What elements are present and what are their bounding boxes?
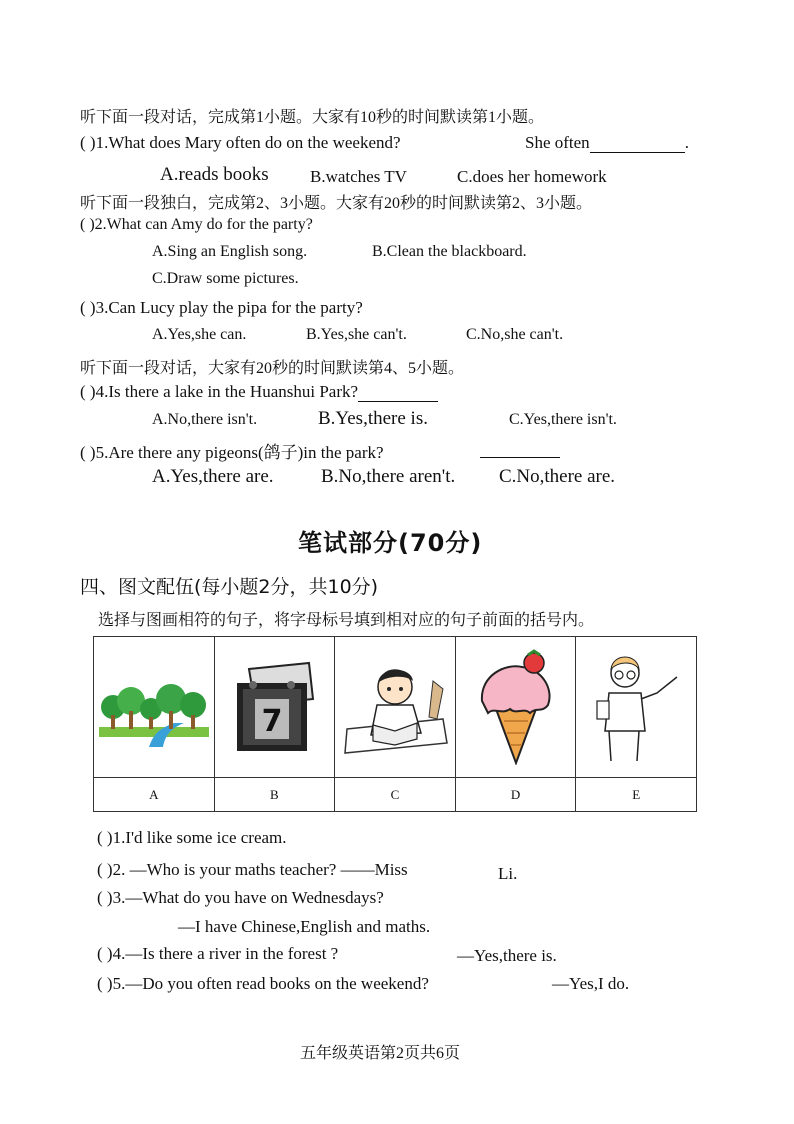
item-text: 4.—Is there a river in the forest ? [112, 944, 339, 963]
q2-option-b: B.Clean the blackboard. [372, 243, 527, 260]
q1-option-c: C.does her homework [457, 167, 607, 186]
q5-option-b: B.No,there aren't. [321, 466, 456, 487]
picture-label-a: A [94, 778, 215, 812]
question-4 [80, 382, 438, 402]
calendar-icon [215, 659, 335, 755]
question-5 [80, 438, 384, 463]
teacher-icon [576, 649, 696, 765]
question-1-tail [525, 133, 689, 153]
instruction-1: 听下面一段对话，完成第1小题。大家有10秒的时间默读第1小题。 [80, 109, 545, 126]
question-text: 4.Is there a lake in the Huanshui Park? [95, 382, 359, 401]
instruction-3: 听下面一段对话，大家有20秒的时间默读第4、5小题。 [80, 360, 465, 377]
answer-blank [590, 136, 685, 153]
svg-text:7: 7 [261, 704, 283, 739]
match-item-2 [97, 860, 408, 880]
answer-paren: ( ) [80, 298, 96, 317]
answer-blank [358, 385, 438, 402]
question-text: 1.What does Mary often do on the weekend? [95, 133, 401, 152]
picture-label-c: C [335, 778, 456, 812]
q4-option-c: C.Yes,there isn't. [509, 411, 617, 428]
question-text: 5.Are there any pigeons(鸽子)in the park? [95, 443, 384, 462]
match-item-5 [97, 974, 429, 994]
item-text: 5.—Do you often read books on the weekend? [112, 974, 429, 993]
answer-paren: ( ) [97, 888, 113, 907]
picture-cell-c [335, 637, 456, 778]
q5-option-c: C.No,there are. [499, 466, 616, 487]
answer-paren: ( ) [97, 944, 113, 963]
picture-table [93, 636, 697, 812]
q5-option-a: A.Yes,there are. [152, 466, 274, 487]
question-text: 2.What can Amy do for the party? [94, 216, 313, 233]
instruction-2: 听下面一段独白，完成第2、3小题。大家有20秒的时间默读第2、3小题。 [80, 195, 593, 212]
written-section-title: 笔试部分(70分) [298, 529, 483, 557]
picture-label-e: E [576, 778, 697, 812]
answer-paren: ( ) [80, 216, 95, 233]
question-1 [80, 133, 401, 153]
q3-option-a: A.Yes,she can. [152, 326, 247, 343]
q2-option-c: C.Draw some pictures. [152, 270, 299, 287]
forest-river-icon [94, 667, 214, 747]
picture-cell-b [214, 637, 335, 778]
q2-option-a: A.Sing an English song. [152, 243, 308, 260]
ice-cream-icon [456, 649, 576, 765]
answer-paren: ( ) [97, 860, 113, 879]
question-2 [80, 216, 313, 234]
answer-paren: ( ) [80, 133, 96, 152]
question-tail-text: She often [525, 133, 590, 152]
question-text: 3.Can Lucy play the pipa for the party? [95, 298, 363, 317]
q1-option-b: B.watches TV [310, 167, 407, 186]
match-item-1 [97, 828, 287, 848]
picture-cell-a [94, 637, 215, 778]
item-text: 3.—What do you have on Wednesdays? [112, 888, 384, 907]
question-5-blank [480, 438, 560, 458]
picture-cell-d [455, 637, 576, 778]
answer-paren: ( ) [97, 828, 113, 847]
q4-option-a: A.No,there isn't. [152, 411, 258, 428]
item-text: 1.I'd like some ice cream. [112, 828, 287, 847]
picture-cell-e [576, 637, 697, 778]
picture-label-d: D [455, 778, 576, 812]
answer-blank [480, 441, 560, 458]
answer-paren: ( ) [80, 443, 96, 462]
match-item-3 [97, 888, 384, 908]
q1-option-a: A.reads books [160, 164, 269, 185]
period: . [684, 133, 689, 152]
match-item-4-tail: —Yes,there is. [457, 946, 557, 965]
question-3 [80, 298, 363, 318]
match-item-4 [97, 944, 338, 964]
match-item-3-line2: —I have Chinese,English and maths. [178, 917, 431, 936]
picture-label-b: B [214, 778, 335, 812]
page-footer: 五年级英语第2页共6页 [300, 1045, 461, 1062]
q3-option-b: B.Yes,she can't. [306, 326, 407, 343]
q3-option-c: C.No,she can't. [466, 326, 564, 343]
section-4-instruction: 选择与图画相符的句子，将字母标号填到相对应的句子前面的括号内。 [98, 610, 595, 629]
match-item-5-tail: —Yes,I do. [552, 974, 630, 993]
section-4-heading: 四、图文配伍(每小题2分，共10分) [80, 576, 379, 598]
answer-paren: ( ) [97, 974, 113, 993]
q4-option-b: B.Yes,there is. [318, 408, 428, 429]
match-item-2-tail: Li. [498, 864, 518, 883]
boy-reading-icon [335, 659, 455, 755]
item-text: 2. —Who is your maths teacher? ——Miss [112, 860, 408, 879]
answer-paren: ( ) [80, 382, 96, 401]
